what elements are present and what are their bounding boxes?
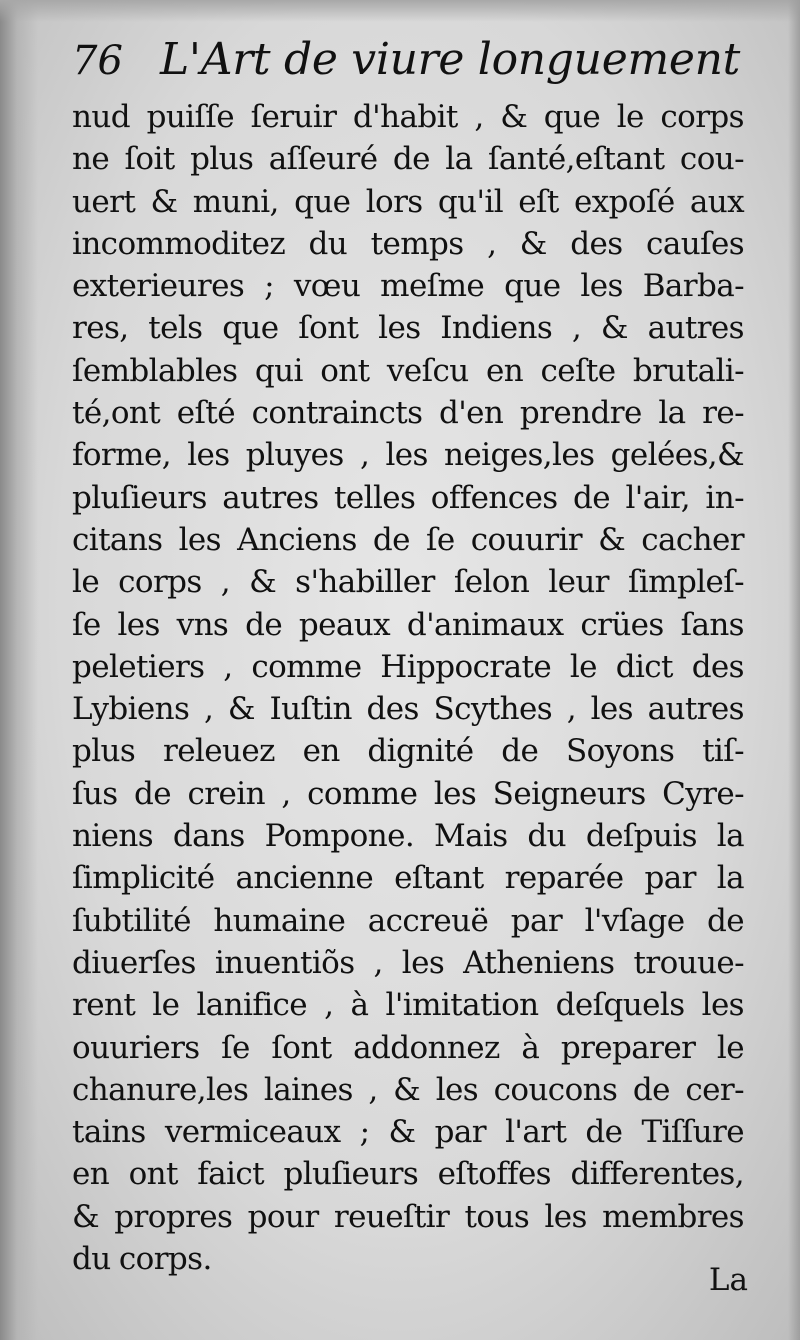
text-line: diuerſes inuentiõs , les Atheniens trouue- [72,944,744,981]
text-line: pluſieurs autres telles offences de l'air, in- [72,479,744,516]
text-line: du corps. [72,1241,212,1278]
text-line: le corps , & s'habiller ſelon leur ſimpleſ- [72,564,744,601]
top-shadow [0,0,800,22]
running-title: L'Art de viure longuement [160,34,741,85]
text-line: nud puiſſe ſeruir d'habit , & que le corps [72,99,744,135]
text-line: ſus de crein , comme les Seigneurs Cyre- [72,775,744,812]
text-line: plus releuez en dignité de Soyons tiſ- [72,733,744,770]
text-line: res, tels que ſont les Indiens , & autres [72,310,744,347]
text-line: forme, les pluyes , les neiges,les gelées,& [72,437,744,474]
running-head [72,34,741,94]
text-line: tains vermiceaux ; & par l'art de Tiſſure [72,1114,744,1151]
text-line: en ont faict pluſieurs eſtoffes differentes, [72,1156,744,1193]
text-line: ne ſoit plus aſſeuré de la ſanté,eſtant cou- [72,141,744,178]
text-line: ſubtilité humaine accreuë par l'vſage de [72,902,744,939]
text-line: niens dans Pompone. Mais du deſpuis la [72,818,744,855]
spine-shadow [0,0,38,1340]
text-line: uert & muni, que lors qu'il eſt expoſé aux [72,183,744,220]
text-line: Lybiens , & Iuſtin des Scythes , les autres [72,691,744,728]
text-line: ouuriers ſe ſont addonnez à preparer le [72,1029,744,1066]
catchword: La [708,1262,748,1298]
text-line: exterieures ; vœu meſme que les Barba- [72,268,744,305]
text-line: peletiers , comme Hippocrate le dict des [72,648,744,685]
text-line: ſemblables qui ont veſcu en ceſte brutali- [72,352,744,389]
text-line: rent le lanifice , à l'imitation deſquels les [72,987,744,1024]
text-line: citans les Anciens de ſe couurir & cacher [72,521,744,558]
page-number: 76 [72,38,123,84]
text-line: incommoditez du temps , & des cauſes [72,225,744,262]
text-line: ſe les vns de peaux d'animaux crües ſans [72,606,744,643]
page-edge-shadow [788,0,800,1340]
text-line: ſimplicité ancienne eſtant reparée par la [72,860,744,897]
text-line: té,ont eſté contraincts d'en prendre la re- [72,395,744,432]
text-line: & propres pour reueſtir tous les membres [72,1198,744,1235]
text-line: chanure,les laines , & les coucons de cer- [72,1071,744,1108]
body-text [72,96,744,1280]
